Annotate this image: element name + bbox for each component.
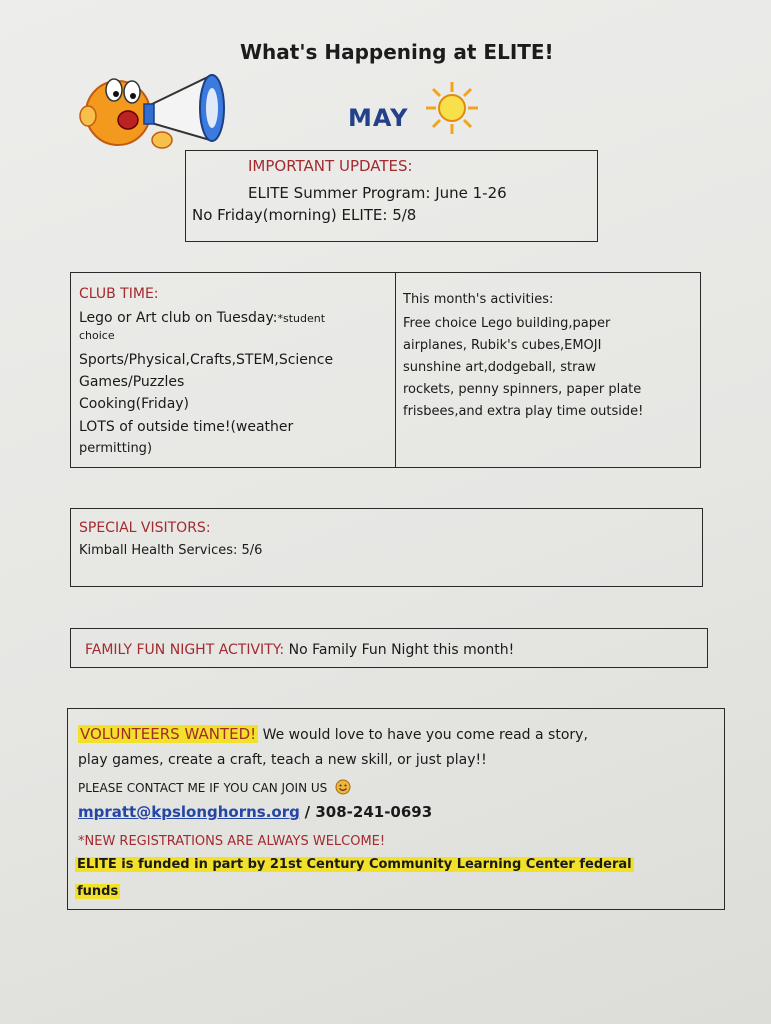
volunteers-line [78, 723, 588, 746]
funding-text: ELITE is funded in part by 21st Century Community Learning Center federal [77, 857, 632, 872]
funding-line [75, 881, 120, 903]
club-line-note: *student [277, 312, 326, 325]
activity-line: Free choice Lego building,paper [403, 316, 611, 331]
special-visitors-text: Kimball Health Services: 5/6 [79, 543, 263, 558]
funding-text: funds [77, 884, 119, 899]
update-line: ELITE Summer Program: June 1-26 [248, 184, 507, 202]
phone-number: / 308-241-0693 [304, 803, 433, 821]
club-line: LOTS of outside time!(weather [79, 419, 294, 435]
smiley-icon [335, 779, 351, 795]
email-phone-line [78, 801, 432, 823]
club-line: Sports/Physical,Crafts,STEM,Science [79, 352, 334, 368]
activities-heading: This month's activities: [403, 292, 554, 307]
sun-icon [424, 80, 480, 136]
volunteers-text: We would love to have you come read a story, [262, 727, 588, 743]
club-divider [395, 273, 396, 467]
family-fun-night-line [85, 639, 514, 661]
club-line-main: Lego or Art club on Tuesday: [79, 310, 278, 326]
club-line: Cooking(Friday) [79, 396, 190, 412]
special-visitors-heading: SPECIAL VISITORS: [79, 520, 211, 536]
important-updates-box [185, 150, 598, 242]
volunteers-wanted-highlight: VOLUNTEERS WANTED! [80, 725, 257, 743]
activity-line: frisbees,and extra play time outside! [403, 404, 644, 419]
funding-line [75, 853, 634, 877]
page-title: What's Happening at ELITE! [240, 40, 554, 64]
volunteers-line: play games, create a craft, teach a new skill, or just play!! [78, 752, 487, 768]
email-link[interactable]: mpratt@kpslonghorns.org [78, 803, 300, 821]
contact-text: PLEASE CONTACT ME IF YOU CAN JOIN US [78, 781, 328, 795]
activity-line: airplanes, Rubik's cubes,EMOJI [403, 338, 602, 353]
activity-line: sunshine art,dodgeball, straw [403, 360, 597, 375]
club-line: permitting) [79, 441, 153, 456]
club-line [79, 307, 325, 330]
registrations-line: *NEW REGISTRATIONS ARE ALWAYS WELCOME! [78, 834, 386, 849]
contact-line [78, 777, 351, 799]
month-heading: MAY [348, 104, 409, 132]
club-box [70, 272, 701, 468]
special-visitors-box [70, 508, 703, 587]
family-fun-night-label: FAMILY FUN NIGHT ACTIVITY: [85, 642, 285, 658]
important-updates-heading: IMPORTANT UPDATES: [248, 157, 413, 175]
megaphone-emoji-icon [78, 68, 238, 158]
activity-line: rockets, penny spinners, paper plate [403, 382, 642, 397]
club-line: Games/Puzzles [79, 374, 185, 390]
volunteers-box [67, 708, 725, 910]
club-time-heading: CLUB TIME: [79, 286, 159, 302]
family-fun-night-box [70, 628, 708, 668]
family-fun-night-text: No Family Fun Night this month! [288, 642, 515, 658]
club-line-note: choice [79, 329, 115, 342]
update-line: No Friday(morning) ELITE: 5/8 [192, 206, 417, 224]
